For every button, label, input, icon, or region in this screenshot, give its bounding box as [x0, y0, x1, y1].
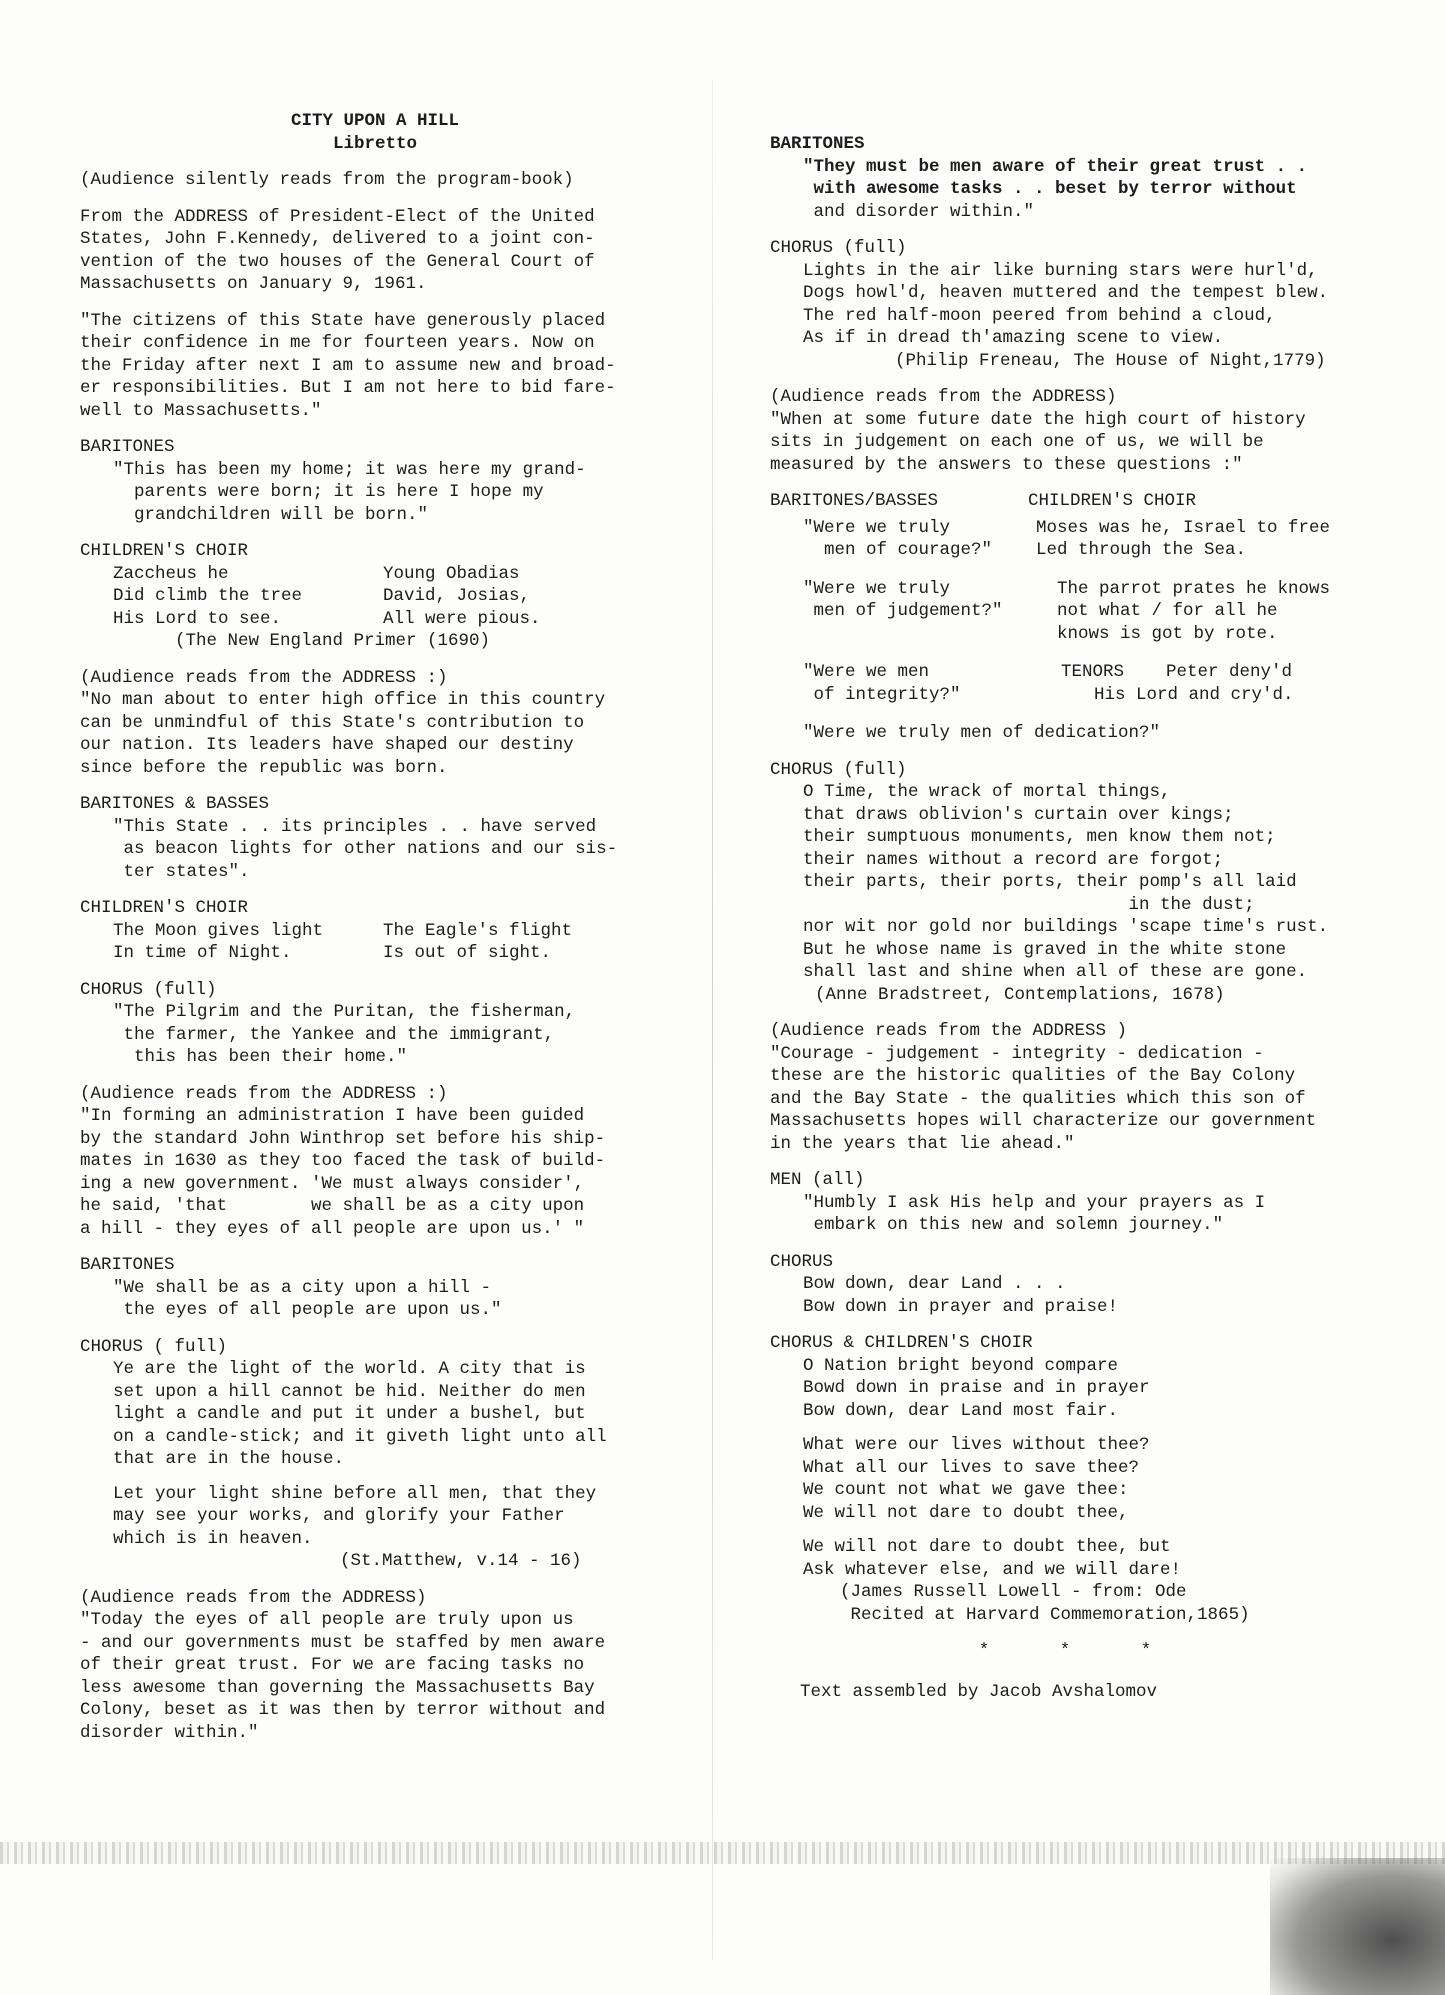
text-line: We will not dare to doubt thee, but	[803, 1537, 1171, 1557]
text-line: Moses was he, Israel to free	[1035, 517, 1330, 538]
credit-line: Text assembled by Jacob Avshalomov	[800, 1681, 1158, 1702]
text-line: this has been their home."	[113, 1047, 408, 1067]
text-line: as beacon lights for other nations and our sis-	[113, 839, 618, 859]
text-line: "Humbly I ask His help and your prayers as I	[803, 1192, 1266, 1213]
text-line: men of judgement?"	[803, 601, 1003, 621]
section-heading: CHORUS	[770, 1251, 834, 1272]
section-childrens-choir-2	[80, 897, 670, 965]
text-line: nor wit nor gold nor buildings 'scape time's rust.	[803, 917, 1329, 937]
text-line: grandchildren will be born."	[113, 504, 429, 525]
right-column	[770, 133, 1330, 1703]
attribution: (The New England Primer (1690)	[175, 631, 491, 651]
text-line: "We shall be as a city upon a hill -	[113, 1277, 492, 1298]
text-line: knows is got by rote.	[1056, 623, 1278, 644]
text-line: may see your works, and glorify your Father	[113, 1506, 565, 1526]
text-line: "The Pilgrim and the Puritan, the fisherman,	[113, 1002, 576, 1022]
text-line: We will not dare to doubt thee,	[803, 1502, 1129, 1523]
text-line: set upon a hill cannot be hid. Neither do men	[113, 1381, 586, 1402]
text-line: Bow down in prayer and praise!	[803, 1296, 1119, 1317]
text-line: The parrot prates he knows	[1056, 578, 1330, 599]
section-heading: CHORUS (full)	[770, 238, 907, 258]
text-line: less awesome than governing the Massachusetts Bay	[80, 1677, 595, 1698]
text-line: The red half-moon peered from behind a cloud,	[803, 305, 1276, 326]
section-heading: CHILDREN'S CHOIR	[1028, 491, 1197, 511]
attribution: (Philip Freneau, The House of Night,1779)	[895, 350, 1326, 371]
section-heading: CHILDREN'S CHOIR	[80, 541, 249, 561]
text-line: - and our governments must be staffed by men aware	[80, 1632, 606, 1653]
section-baritones-right	[770, 133, 1330, 223]
text-line: "In forming an administration I have been guided	[80, 1106, 585, 1126]
section-questions	[770, 490, 1330, 745]
section-baritones-2	[80, 1254, 670, 1322]
text-line: light a candle and put it under a bushel, but	[113, 1404, 586, 1424]
text-line: well to Massachusetts."	[80, 400, 322, 421]
text-line: What all our lives to save thee?	[803, 1457, 1140, 1478]
text-line: the eyes of all people are upon us."	[113, 1300, 502, 1320]
section-heading: CHORUS (full)	[770, 759, 907, 780]
page-subtitle: Libretto	[332, 133, 417, 154]
text-line: and the Bay State - the qualities which this son of	[770, 1088, 1306, 1109]
text-line: their sumptuous monuments, men know them not;	[803, 827, 1276, 847]
text-line: which is in heaven.	[113, 1528, 313, 1549]
left-column	[80, 110, 670, 1758]
text-line: Bow down, dear Land most fair.	[803, 1400, 1119, 1421]
text-line: their names without a record are forgot;	[803, 849, 1224, 870]
section-heading: CHORUS & CHILDREN'S CHOIR	[770, 1333, 1033, 1353]
text-line: the Friday after next I am to assume new and broad-	[80, 355, 616, 376]
intro-note: (Audience silently reads from the program-book)	[80, 170, 574, 190]
text-line: embark on this new and solemn journey."	[803, 1215, 1224, 1235]
text-line: measured by the answers to these questions :"	[770, 454, 1243, 475]
text-line: As if in dread th'amazing scene to view.	[803, 328, 1224, 348]
audience-reading-right	[770, 386, 1330, 476]
text-line: "Courage - judgement - integrity - dedication -	[770, 1043, 1264, 1064]
audience-reading-right-2	[770, 1020, 1330, 1155]
text-line: Massachusetts hopes will characterize our government	[770, 1111, 1317, 1131]
section-chorus-freneau	[770, 237, 1330, 372]
section-divider-stars: * * *	[978, 1641, 1182, 1661]
text-line: Bowd down in praise and in prayer	[803, 1378, 1150, 1398]
page-title: CITY UPON A HILL	[290, 111, 460, 131]
text-line: Ye are the light of the world. A city that is	[113, 1359, 586, 1379]
section-heading: BARITONES	[80, 1255, 175, 1275]
text-line: that are in the house.	[113, 1449, 345, 1469]
text-line: Let your light shine before all men, that they	[113, 1483, 597, 1504]
audience-note: (Audience reads from the ADDRESS :)	[80, 667, 448, 688]
section-chorus-full	[80, 979, 670, 1069]
text-line: "The citizens of this State have generously placed	[80, 310, 606, 331]
text-line: "Were we truly men of dedication?"	[803, 723, 1161, 743]
text-line: Bow down, dear Land . . .	[803, 1274, 1066, 1294]
text-line: In time of Night.	[113, 943, 292, 963]
text-line: Colony, beset as it was then by terror without and	[80, 1700, 606, 1720]
text-line: on a candle-stick; and it giveth light unto all	[113, 1426, 607, 1447]
text-line: O Time, the wrack of mortal things,	[803, 782, 1171, 802]
text-line: "They must be men aware of their great trust . .	[803, 156, 1308, 177]
text-line: His Lord to see.	[113, 608, 282, 629]
text-line: our nation. Its leaders have shaped our destiny	[80, 735, 574, 755]
text-line: Young Obadias	[383, 563, 520, 584]
text-line: "Were we men	[803, 662, 930, 682]
scan-corner-shadow	[1270, 1858, 1445, 1995]
audience-reading	[80, 667, 670, 780]
text-line: "Today the eyes of all people are truly upon us	[80, 1610, 574, 1630]
text-line: Led through the Sea.	[1035, 540, 1246, 560]
text-line: "Were we truly	[803, 517, 951, 538]
text-line: States, John F.Kennedy, delivered to a joint con-	[80, 229, 595, 249]
audience-note: (Audience reads from the ADDRESS :)	[80, 1083, 448, 1104]
text-line: sits in judgement on each one of us, we will be	[770, 432, 1264, 452]
section-baritones-basses	[80, 793, 670, 883]
text-line: men of courage?"	[803, 540, 993, 560]
audience-note: (Audience reads from the ADDRESS)	[80, 1587, 427, 1608]
section-heading: BARITONES & BASSES	[80, 794, 270, 814]
section-heading: BARITONES/BASSES	[770, 491, 939, 511]
text-line: Did climb the tree	[113, 586, 303, 606]
audience-note: (Audience reads from the ADDRESS )	[770, 1021, 1128, 1041]
text-line: His Lord and cry'd.	[1094, 684, 1294, 705]
text-line: But he whose name is graved in the white stone	[803, 939, 1287, 960]
text-line: these are the historic qualities of the Bay Colony	[770, 1066, 1296, 1086]
audience-reading-3	[80, 1587, 670, 1745]
text-line: Dogs howl'd, heaven muttered and the tempest blew.	[803, 283, 1329, 303]
section-men	[770, 1169, 1330, 1237]
text-line: "This State . . its principles . . have served	[113, 816, 597, 837]
attribution: (James Russell Lowell - from: Ode	[840, 1582, 1187, 1602]
text-line: From the ADDRESS of President-Elect of the United	[80, 206, 595, 227]
attribution: (St.Matthew, v.14 - 16)	[340, 1551, 582, 1571]
text-line: "Were we truly	[803, 578, 951, 599]
text-line: their confidence in me for fourteen years. Now on	[80, 333, 595, 353]
attribution: (Anne Bradstreet, Contemplations, 1678)	[815, 984, 1225, 1005]
text-line: with awesome tasks . . beset by terror without	[803, 179, 1297, 199]
text-line: he said, 'that we shall be as a city upon	[80, 1196, 585, 1216]
text-line: O Nation bright beyond compare	[803, 1355, 1119, 1376]
section-chorus-bow	[770, 1251, 1330, 1319]
text-line: All were pious.	[383, 608, 541, 629]
section-heading: CHORUS (full)	[80, 979, 217, 1000]
text-line: The Moon gives light	[113, 920, 324, 941]
text-line: a hill - they eyes of all people are upon us.' "	[80, 1218, 585, 1239]
text-line: in the dust;	[803, 894, 1255, 915]
section-heading: BARITONES	[770, 134, 865, 154]
address-info	[80, 206, 670, 296]
text-line: ing a new government. 'We must always consider',	[80, 1173, 585, 1194]
text-line: parents were born; it is here I hope my	[113, 482, 544, 502]
section-childrens-choir	[80, 540, 670, 653]
text-line: their parts, their ports, their pomp's all laid	[803, 872, 1297, 892]
text-line: not what / for all he	[1056, 601, 1278, 621]
text-line: David, Josias,	[383, 586, 531, 606]
text-line: Is out of sight.	[383, 943, 552, 963]
section-chorus-children	[770, 1332, 1330, 1626]
text-line: in the years that lie ahead."	[770, 1133, 1075, 1154]
text-line: er responsibilities. But I am not here to bid fare-	[80, 378, 616, 398]
section-chorus-bradstreet	[770, 759, 1330, 1007]
section-baritones	[80, 436, 670, 526]
text-line: the farmer, the Yankee and the immigrant,	[113, 1024, 555, 1045]
scan-smudge	[0, 1842, 1445, 1864]
text-line: TENORS Peter deny'd	[1061, 662, 1293, 682]
text-line: disorder within."	[80, 1722, 259, 1743]
section-heading: CHILDREN'S CHOIR	[80, 898, 249, 918]
section-heading: MEN (all)	[770, 1170, 865, 1190]
audience-reading-2	[80, 1083, 670, 1241]
text-line: "No man about to enter high office in this country	[80, 690, 606, 710]
text-line: Massachusetts on January 9, 1961.	[80, 274, 427, 294]
section-heading: BARITONES	[80, 437, 175, 457]
text-line: of their great trust. For we are facing tasks no	[80, 1655, 585, 1675]
page-fold-line	[712, 80, 713, 1960]
text-line: since before the republic was born.	[80, 757, 448, 778]
text-line: "When at some future date the high court of history	[770, 409, 1306, 430]
text-line: "This has been my home; it was here my grand-	[113, 459, 586, 480]
text-line: Ask whatever else, and we will dare!	[803, 1559, 1182, 1580]
text-line: of integrity?"	[803, 684, 961, 705]
text-line: Lights in the air like burning stars were hurl'd,	[803, 260, 1318, 281]
text-line: What were our lives without thee?	[803, 1435, 1150, 1455]
text-line: can be unmindful of this State's contribution to	[80, 712, 585, 733]
address-quote	[80, 310, 670, 423]
attribution: Recited at Harvard Commemoration,1865)	[840, 1604, 1250, 1625]
section-chorus-full-2	[80, 1336, 670, 1573]
audience-note: (Audience reads from the ADDRESS)	[770, 387, 1117, 407]
text-line: and disorder within."	[803, 201, 1035, 222]
text-line: by the standard John Winthrop set before his ship-	[80, 1128, 606, 1149]
section-heading: CHORUS ( full)	[80, 1336, 228, 1357]
text-line: We count not what we gave thee:	[803, 1480, 1129, 1500]
text-line: mates in 1630 as they too faced the task of build-	[80, 1151, 606, 1171]
text-line: vention of the two houses of the General Court of	[80, 251, 595, 272]
text-line: ter states".	[113, 861, 250, 882]
text-line: shall last and shine when all of these are gone.	[803, 962, 1308, 982]
text-line: that draws oblivion's curtain over kings;	[803, 804, 1234, 825]
text-line: The Eagle's flight	[383, 920, 573, 941]
text-line: Zaccheus he	[113, 563, 229, 584]
